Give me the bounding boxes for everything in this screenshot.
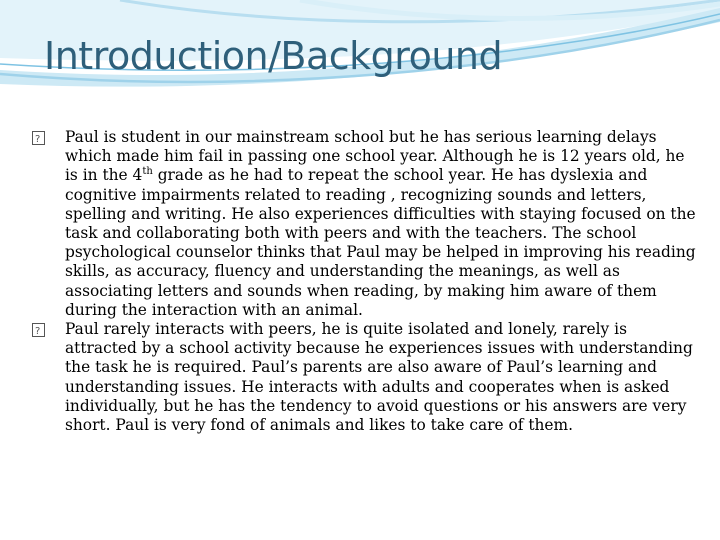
ordinal-suffix: th bbox=[142, 166, 153, 178]
paragraph-2-text: Paul rarely interacts with peers, he is quite isolated and lonely, rarely is attracted by a school activity because he experiences issues with understanding the task he is required. Paul’s parents are also aware of Paul’s learning and understanding issues. He interacts with adults and cooperates when is asked individually, but he has the tendency to avoid questions or his answers are very short. Paul is very fond of animals and likes to take care of them. bbox=[65, 320, 693, 435]
box-glyph-icon bbox=[32, 131, 45, 145]
bullet-list bbox=[32, 128, 696, 435]
bullet-item-1 bbox=[32, 128, 696, 320]
slide-title: Introduction/Background bbox=[44, 34, 503, 78]
bullet-item-2 bbox=[32, 320, 696, 435]
box-glyph-icon bbox=[32, 323, 45, 337]
paragraph-1-text-b: grade as he had to repeat the school year. He has dyslexia and cognitive impairments related to reading , recognizing sounds and letters, spelling and writing. He also experiences difficulties with staying focused on the task and collaborating both with peers and with the teachers. The school psychological counselor thinks that Paul may be helped in improving his reading skills, as accuracy, fluency and understanding the meanings, as well as associating letters and sounds when reading, by making him aware of them during the interaction with an animal. bbox=[65, 166, 696, 319]
paragraph-1-text-a: Paul is student in our mainstream school but he has serious learning delays which made him fail in passing one school year. Although he is 12 years old, he is in the 4 bbox=[65, 128, 685, 185]
